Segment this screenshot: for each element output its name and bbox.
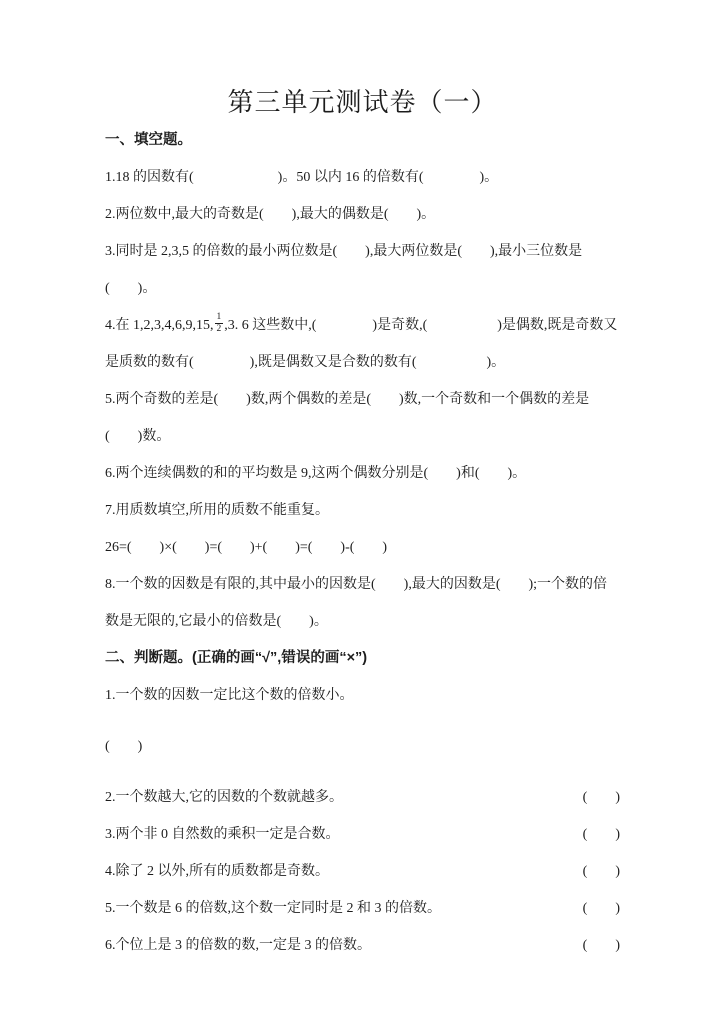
judge-item-1-answer-parens: ( ): [105, 739, 143, 754]
judge-item-5-answer-parens: ( ): [582, 901, 620, 916]
question-4-post: ,3. 6 这些数中,( )是奇数,( )是偶数,既是奇数又是质数的数有( ),既是偶数又是合数的数有( )。: [105, 318, 618, 370]
judge-item-6-answer-parens: ( ): [582, 938, 620, 953]
fraction-numerator: 1: [216, 312, 222, 323]
question-4-pre: 4.在 1,2,3,4,6,9,15,: [105, 318, 214, 333]
judge-item-4-text: 4.除了 2 以外,所有的质数都是奇数。: [105, 864, 329, 879]
section-1-heading: 一、填空题。: [105, 132, 192, 148]
page-title: 第三单元测试卷（一）: [227, 88, 498, 117]
judge-item-5: [105, 890, 620, 927]
question-4: [105, 307, 620, 381]
question-3: 3.同时是 2,3,5 的倍数的最小两位数是( ),最大两位数是( ),最小三位数是( )。: [105, 244, 583, 296]
judge-item-6: [105, 927, 620, 964]
judge-item-4-answer-parens: ( ): [582, 864, 620, 879]
judge-item-5-text: 5.一个数是 6 的倍数,这个数一定同时是 2 和 3 的倍数。: [105, 901, 441, 916]
judge-item-6-text: 6.个位上是 3 的倍数的数,一定是 3 的倍数。: [105, 938, 371, 953]
fraction-denominator: 2: [216, 324, 222, 335]
question-1: 1.18 的因数有( )。50 以内 16 的倍数有( )。: [105, 170, 499, 185]
question-5: 5.两个奇数的差是( )数,两个偶数的差是( )数,一个奇数和一个偶数的差是( )数。: [105, 392, 590, 444]
question-2: 2.两位数中,最大的奇数是( ),最大的偶数是( )。: [105, 207, 436, 222]
judge-item-1-text: 1.一个数的因数一定比这个数的倍数小。: [105, 688, 354, 703]
section-2-heading: 二、判断题。(正确的画“√”,错误的画“×”): [105, 650, 368, 666]
judge-item-2-text: 2.一个数越大,它的因数的个数就越多。: [105, 790, 343, 805]
judge-item-2-answer-parens: ( ): [582, 790, 620, 805]
section-fill-in-blanks: [105, 122, 620, 640]
judge-item-4: [105, 853, 620, 890]
fraction-one-half: [215, 312, 224, 335]
question-7-formula: 26=( )×( )=( )+( )=( )-( ): [105, 540, 388, 555]
question-8: 8.一个数的因数是有限的,其中最小的因数是( ),最大的因数是( );一个数的倍数是无限的,它最小的倍数是( )。: [105, 577, 608, 629]
judge-item-3-text: 3.两个非 0 自然数的乘积一定是合数。: [105, 827, 340, 842]
question-7-intro: 7.用质数填空,所用的质数不能重复。: [105, 503, 329, 518]
section-true-false: [105, 640, 620, 964]
question-6: 6.两个连续偶数的和的平均数是 9,这两个偶数分别是( )和( )。: [105, 466, 527, 481]
judge-item-2: [105, 779, 620, 816]
judge-item-3: [105, 816, 620, 853]
judge-item-3-answer-parens: ( ): [582, 827, 620, 842]
